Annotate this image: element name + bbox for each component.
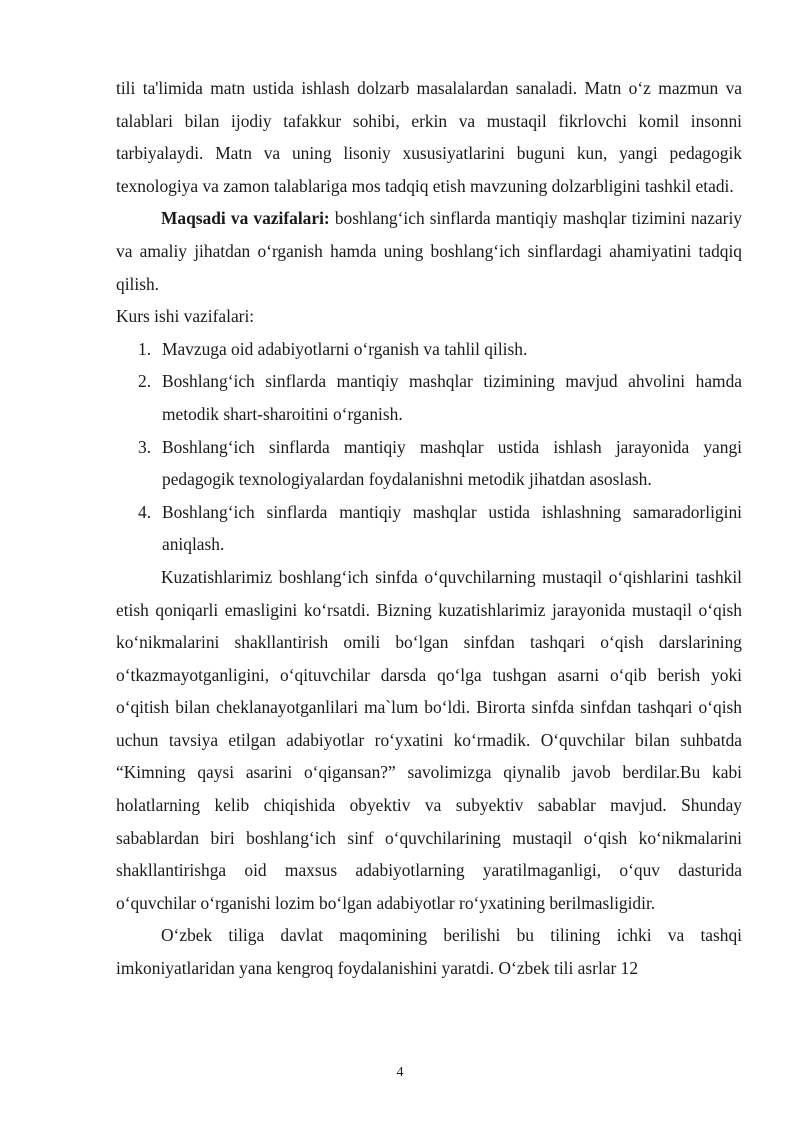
paragraph-observations: Kuzatishlarimiz boshlang‘ich sinfda o‘quvchilarning mustaqil o‘qishlarini tashkil etish qoniqarli emasligini ko‘rsatdi. Bizning kuzatishlarimiz jarayonida mustaqil o‘qish ko‘nikmalarini shakllantirish omili bo‘lgan sinfdan tashqari o‘qish darslarining o‘tkazmayotganligini, o‘qituvchilar darsda qo‘lga tushgan asarni o‘qib berish yoki o‘qitish bilan cheklanayotganlilari ma`lum bo‘ldi. Birorta sinfda sinfdan tashqari o‘qish uchun tavsiya etilgan adabiyotlar ro‘yxatini ko‘rmadik. O‘quvchilar bilan suhbatda “Kimning qaysi asarini o‘qigansan?” savolimizga qiynalib javob berdilar.Bu kabi holatlarning kelib chiqishida obyektiv va subyektiv sabablar mavjud. Shunday sabablardan biri boshlang‘ich sinf o‘quvchilarining mustaqil o‘qish ko‘nikmalarini shakllantirishga oid maxsus adabiyotlarning yaratilmaganligi, o‘quv dasturida o‘quvchilar o‘rganishi lozim bo‘lgan adabiyotlar ro‘yxatining berilmasligidir. [116,566,742,913]
list-item-number: 3. [138,436,152,457]
document-page [116,72,742,985]
tasks-heading: Kurs ishi vazifalari: [116,306,255,327]
goals-text: boshlang‘ich sinflarda mantiqiy mashqlar tizimini nazariy va amaliy jihatdan o‘rganish hamda uning boshlang‘ich sinflardagi ahamiyatini tadqiq qilish. [116,208,742,294]
list-item [116,496,742,561]
list-item [116,333,742,366]
list-item-text: Mavzuga oid adabiyotlarni o‘rganish va tahlil qilish. [162,338,528,359]
paragraph-relevance: tili ta'limida matn ustida ishlash dolzarb masalalardan sanaladi. Matn o‘z mazmun va talablari bilan ijodiy tafakkur sohibi, erkin va mustaqil fikrlovchi komil insonni tarbiyalaydi. Matn va uning lisoniy xususiyatlarini buguni kun, yangi pedagogik texnologiya va zamon talablariga mos tadqiq etish mavzuning dolzarbligini tashkil etadi. [116,78,742,196]
tasks-list [116,333,742,561]
page-number: 4 [396,1065,404,1080]
list-item-text: Boshlang‘ich sinflarda mantiqiy mashqlar ustida ishlash jarayonida yangi pedagogik texnologiyalardan foydalanishni metodik jihatdan asoslash. [162,436,742,490]
paragraph-goals [116,202,742,300]
list-item-number: 1. [138,338,152,359]
list-item [116,431,742,496]
list-item-text: Boshlang‘ich sinflarda mantiqiy mashqlar ustida ishlashning samaradorligini aniqlash. [162,501,742,555]
list-item [116,365,742,430]
goals-heading: Maqsadi va vazifalari: [161,208,330,229]
paragraph-state-language: O‘zbek tiliga davlat maqomining berilishi bu tilining ichki va tashqi imkoniyatlaridan yana kengroq foydalanishini yaratdi. O‘zbek tili asrlar 12 [116,925,742,979]
list-item-text: Boshlang‘ich sinflarda mantiqiy mashqlar tizimining mavjud ahvolini hamda metodik shart-sharoitini o‘rganish. [162,371,742,424]
list-item-number: 2. [138,371,152,392]
list-item-number: 4. [138,501,152,522]
